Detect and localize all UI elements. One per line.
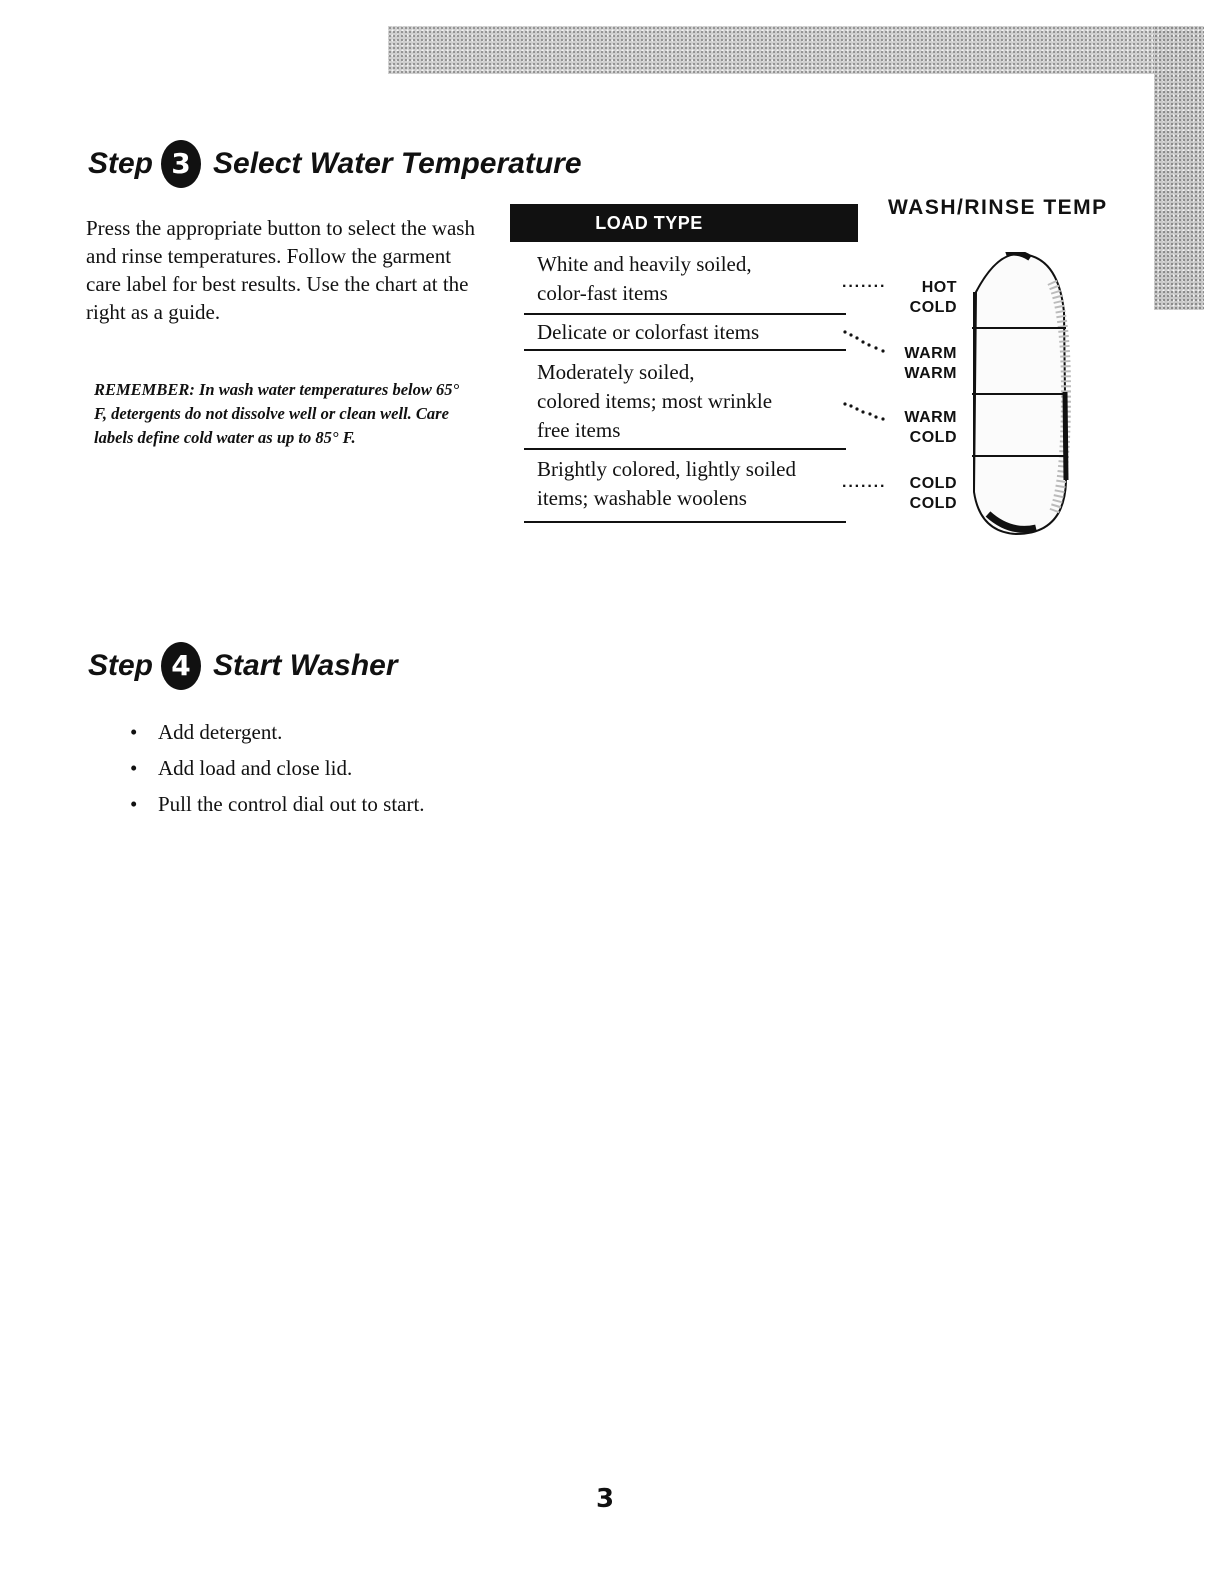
list-item: [130, 718, 425, 754]
list-item: [130, 754, 425, 790]
load-row: [524, 318, 846, 351]
step3-number-badge: 3: [161, 140, 201, 188]
load-row-text: color-fast items: [537, 281, 668, 305]
step4-number-badge: 4: [161, 642, 201, 690]
step3-word: Step: [88, 147, 154, 180]
rinse-temp: WARM: [904, 365, 957, 382]
bullet-icon: •: [130, 756, 138, 780]
page-number: 3: [596, 1484, 615, 1514]
list-item-text: Pull the control dial out to start.: [158, 792, 425, 816]
load-row-text: colored items; most wrinkle: [537, 389, 773, 413]
rinse-temp: COLD: [909, 299, 957, 316]
temp-setting-warm-warm: [895, 344, 957, 384]
temperature-selector-dial: [966, 252, 1078, 538]
list-item-text: Add detergent.: [158, 720, 283, 744]
wash-temp: WARM: [904, 409, 957, 426]
rinse-temp: COLD: [909, 429, 957, 446]
wash-temp: HOT: [921, 279, 957, 296]
load-row: [524, 358, 846, 450]
load-row: [524, 455, 846, 523]
load-type-header: LOAD TYPE: [510, 204, 858, 242]
dotted-leader: [842, 400, 888, 424]
bullet-icon: •: [130, 792, 138, 816]
load-row-text: free items: [537, 418, 621, 442]
temp-setting-cold-cold: [895, 474, 957, 514]
list-item-text: Add load and close lid.: [158, 756, 353, 780]
dotted-leader: [842, 330, 888, 354]
step4-bullet-list: [130, 718, 425, 826]
load-row-text: Brightly colored, lightly soiled: [537, 457, 796, 481]
dotted-leader: ·······: [842, 478, 887, 495]
rinse-temp: COLD: [909, 495, 957, 512]
remember-note: REMEMBER: In wash water temperatures below 65° F, detergents do not dissolve well or clean well. Care labels define cold water as up to 85° F.: [94, 380, 460, 447]
step3-heading: [88, 140, 582, 188]
dotted-leader: ·······: [842, 278, 887, 295]
wash-temp: COLD: [909, 475, 957, 492]
temp-setting-warm-cold: [895, 408, 957, 448]
list-item: [130, 790, 425, 826]
step3-title: Select Water Temperature: [213, 147, 582, 180]
bullet-icon: •: [130, 720, 138, 744]
step3-intro: Press the appropriate button to select the wash and rinse temperatures. Follow the garment care label for best results. Use the chart at the right as a guide.: [86, 216, 475, 324]
wash-rinse-header: WASH/RINSE TEMP: [888, 196, 1108, 219]
load-row: [524, 250, 846, 315]
load-row-text: Moderately soiled,: [537, 360, 695, 384]
step4-word: Step: [88, 649, 154, 682]
load-row-text: Delicate or colorfast items: [537, 320, 760, 344]
temp-setting-hot-cold: [895, 278, 957, 318]
load-row-text: White and heavily soiled,: [537, 252, 752, 276]
side-band: [1154, 26, 1204, 310]
step4-heading: [88, 642, 398, 690]
header-band: [388, 26, 1204, 74]
load-row-text: items; washable woolens: [537, 486, 747, 510]
wash-temp: WARM: [904, 345, 957, 362]
step4-title: Start Washer: [213, 649, 398, 682]
